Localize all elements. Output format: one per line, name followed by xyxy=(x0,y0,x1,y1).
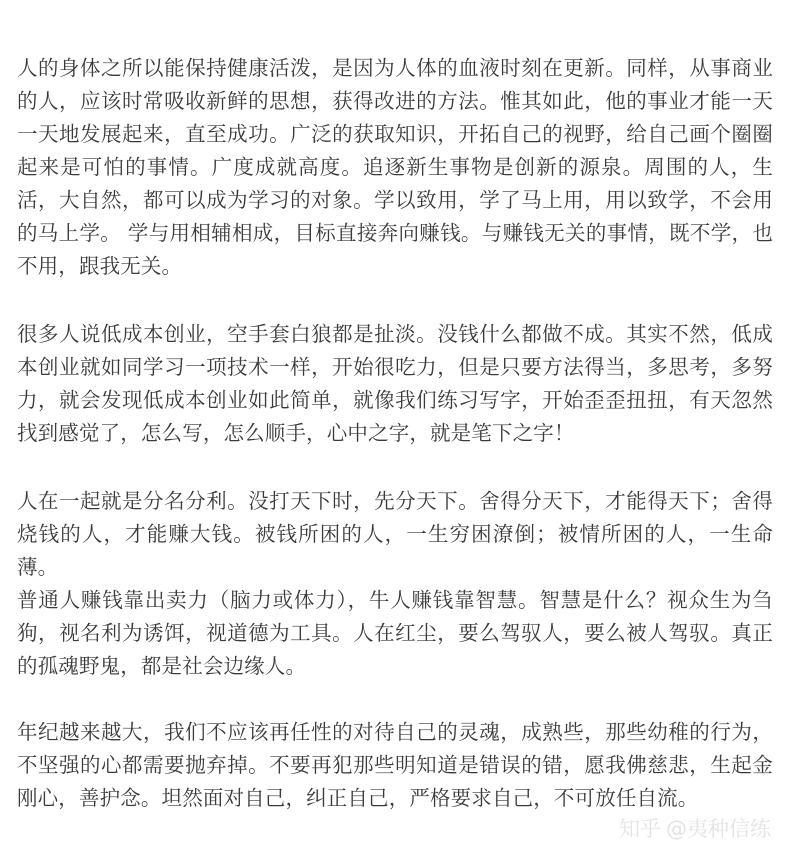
paragraph-spacer-2 xyxy=(17,450,773,485)
paragraph-spacer-1 xyxy=(17,283,773,318)
paragraph-2: 很多人说低成本创业，空手套白狼都是扯淡。没钱什么都做不成。其实不然，低成本创业就如同学习一项技术一样，开始很吃力，但是只要方法得当，多思考，多努力，就会发现低成本创业如此简单，就像我们练习写字，开始歪歪扭扭，有天忽然找到感觉了，怎么写，怎么顺手，心中之字，就是笔下之字！ xyxy=(17,322,773,445)
zhihu-logo: 知乎 xyxy=(619,817,661,841)
article-body xyxy=(17,52,773,815)
paragraph-spacer-3 xyxy=(17,683,773,716)
watermark xyxy=(619,819,771,840)
watermark-handle: @夷种信练 xyxy=(666,817,771,841)
paragraph-3b: 普通人赚钱靠出卖力（脑力或体力），牛人赚钱靠智慧。智慧是什么？视众生为刍狗，视名利为诱饵，视道德为工具。人在红尘，要么驾驭人，要么被人驾驭。真正的孤魂野鬼，都是社会边缘人。 xyxy=(17,588,773,678)
paragraph-4: 年纪越来越大，我们不应该再任性的对待自己的灵魂，成熟些，那些幼稚的行为，不坚强的心都需要抛弃掉。不要再犯那些明知道是错误的错，愿我佛慈悲，生起金刚心，善护念。坦然面对自己，纠正自己，严格要求自己，不可放任自流。 xyxy=(17,720,773,810)
paragraph-1: 人的身体之所以能保持健康活泼，是因为人体的血液时刻在更新。同样，从事商业的人，应该时常吸收新鲜的思想，获得改进的方法。惟其如此，他的事业才能一天一天地发展起来，直至成功。广泛的获取知识，开拓自己的视野，给自己画个圈圈起来是可怕的事情。广度成就高度。追逐新生事物是创新的源泉。周围的人，生活，大自然，都可以成为学习的对象。学以致用，学了马上用，用以致学，不会用的马上学。 学与用相辅相成，目标直接奔向赚钱。与赚钱无关的事情，既不学，也不用，跟我无关。 xyxy=(17,56,773,278)
paragraph-3a: 人在一起就是分名分利。没打天下时，先分天下。舍得分天下，才能得天下；舍得烧钱的人，才能赚大钱。被钱所困的人，一生穷困潦倒；被情所困的人，一生命薄。 xyxy=(17,489,773,579)
